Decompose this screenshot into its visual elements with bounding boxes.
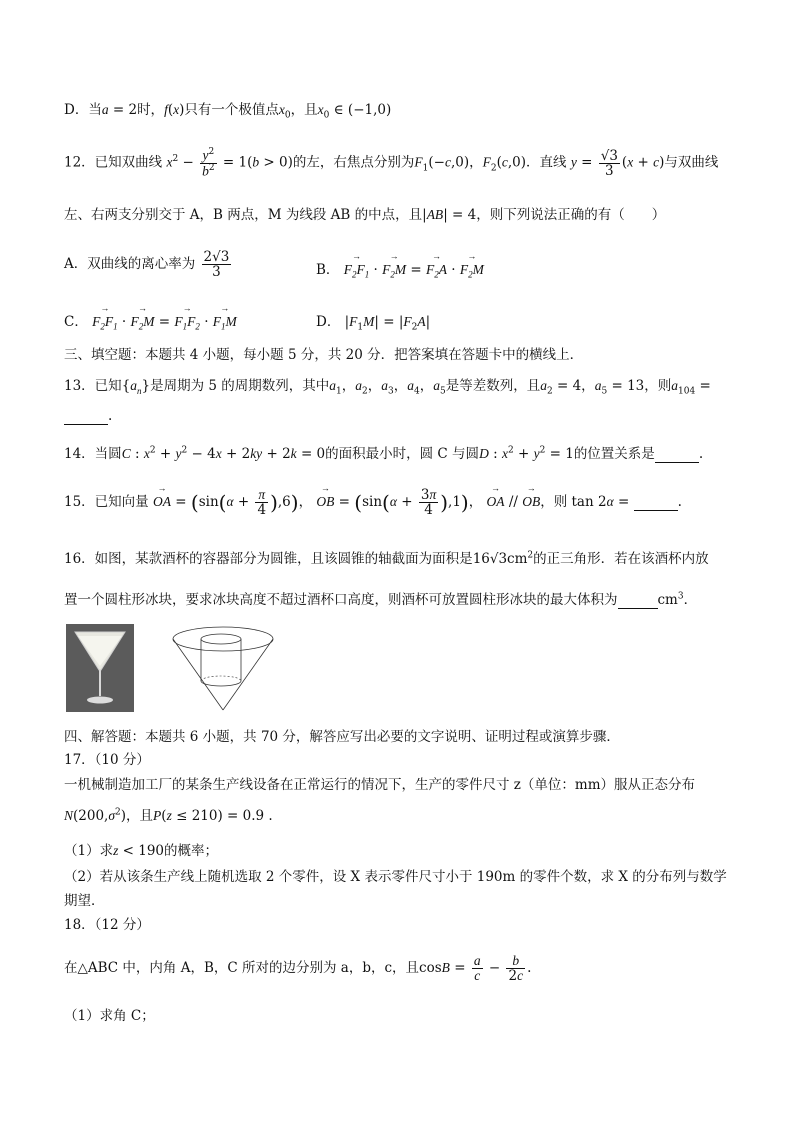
q12-option-a: A．双曲线的离心率为 $\frac{2√3}{3}$ [64,249,230,281]
q17-part-2: （2）若从该条生产线上随机选取 2 个零件，设 X 表示零件尺寸小于 190m 的零件个数，求 X 的分布列与数学 [64,869,727,885]
q14-answer-blank[interactable] [655,446,699,463]
q18-line-1: 在△ABC 中，内角 A，B，C 所对的边分别为 a，b，c，且cosB = $\frac{a}{c}$ − $\frac{b}{2c}$ . [64,953,532,985]
q14: 14．当圆C : $x^2 + y^2 - 4x + 2ky + 2k = 0$的面积最小时，圆 C 与圆D : $x^2 + y^2 = 1$的位置关系是 . [64,445,704,462]
q17-head: 17．（10 分） [64,752,150,768]
q13-answer-blank[interactable]: . [64,408,112,425]
q16-line-1: 16．如图，某款酒杯的容器部分为圆锥，且该圆锥的轴截面为面积是$16√3cm^2$的正三角形．若在该酒杯内放 [64,550,709,567]
q16-answer-blank[interactable] [618,592,658,609]
q15: 15．已知向量 → OA = (sin(α + $\frac{\pi}{4}$ ),6)， → OB = (sin(α + $\frac{3\pi}{4}$ ),1)， → OA // → OB，则 tan 2α = . [64,488,682,517]
section-4-title: 四、解答题：本题共 6 小题，共 70 分，解答应写出必要的文字说明、证明过程或演算步骤． [64,729,620,745]
q12-line-1: 12．已知双曲线 $x^2$ − $\frac{y^2}{b^2}$ = 1(b > 0)的左，右焦点分别为$F_1(-c,0)$，$F_2(c,0)$．直线 y = $\frac{√3}{3}$ (x + c)与双曲线 [64,147,719,179]
q16-line-2: 置一个圆柱形冰块，要求冰块高度不超过酒杯口高度，则酒杯可放置圆柱形冰块的最大体积为 $cm^3$． [64,591,698,608]
q12-option-b: B． → $F_2F_1$ · → $F_2M$ = → $F_2A$ · → $F_2M$ [316,258,484,280]
q12-option-d: D． $|F_1M| = |F_2A|$ [316,314,431,333]
q13-line-1: 13．已知$\{a_n\}$是周期为 5 的周期数列，其中$a_1$，$a_2$，$a_3$，$a_4$，$a_5$是等差数列，且$a_2 = 4$，$a_5 = 13$，则$a_{104}$ = [64,378,711,397]
q12-line-2: 左、右两支分别交于 A，B 两点，M 为线段 AB 的中点，且|AB| = 4，则下列说法正确的有（ ） [64,207,666,223]
section-3-title: 三、填空题：本题共 4 小题，每小题 5 分，共 20 分．把答案填在答题卡中的横线上． [64,347,584,363]
q11-option-d: D．当a = 2时，f(x)只有一个极值点$x_0$，且$x_0$ ∈ (−1,0) [64,102,392,121]
q12-option-c: C． → $F_2F_1$ · → $F_2M$ = → $F_1F_2$ · → $F_1M$ [64,310,237,332]
cone-cylinder-diagram [168,624,278,712]
q18-head: 18．（12 分） [64,917,150,933]
cocktail-glass-photo [66,624,134,712]
q18-part-1: （1）求角 C； [64,1008,155,1024]
q15-answer-blank[interactable] [634,494,678,511]
q17-part-1: （1）求z < 190的概率； [64,843,219,859]
q17-line-2: $N(200,\sigma^2)$，且P(z ≤ 210) = 0.9 . [64,807,273,824]
q17-part-2-cont: 期望． [64,893,105,909]
q17-line-1: 一机械制造加工厂的某条生产线设备在正常运行的情况下，生产的零件尺寸 z（单位：mm）服从正态分布 [64,777,696,793]
